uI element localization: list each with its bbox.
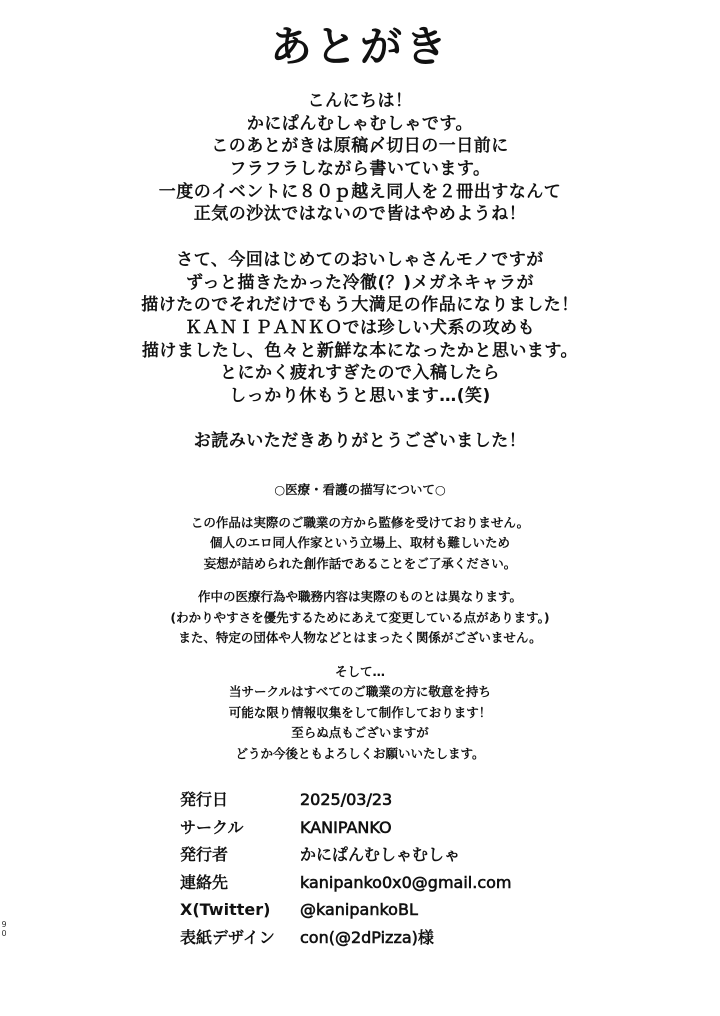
colophon-label: X(Twitter): [180, 900, 271, 919]
medical-notes: [0, 480, 720, 764]
colophon-value: かにぱんむしゃむしゃ: [300, 845, 461, 864]
page-title: あとがき: [269, 22, 450, 71]
page-number-digits: 90: [1, 920, 7, 938]
greeting-line: 一度のイベントに８０ｐ越え同人を２冊出すなんて: [158, 181, 562, 202]
notes-line: どうか今後ともよろしくお願いいたします。: [235, 745, 485, 761]
colophon-row: [180, 786, 600, 814]
page-number: [0, 920, 8, 938]
body-line: さて、今回はじめてのおいしゃさんモノですが: [176, 249, 544, 270]
colophon-row: [180, 924, 600, 952]
colophon-value: con(@2dPizza)様: [300, 927, 434, 947]
body-line: とにかく疲れすぎたので入稿したら: [220, 363, 500, 384]
afterword-body: [0, 90, 720, 453]
body-line: ずっと描きたかった冷徹(？)メガネキャラが: [185, 272, 535, 293]
colophon-row: [180, 869, 600, 897]
colophon-label: 発行日: [180, 790, 229, 809]
colophon-row: [180, 814, 600, 842]
greeting-line: フラフラしながら書いています。: [229, 159, 491, 180]
colophon-label: サークル: [180, 817, 244, 837]
notes-line: 個人のエロ同人作家という立場上、取材も難しいため: [209, 535, 510, 550]
body-line: 描けたのでそれだけでもう大満足の作品になりました！: [141, 295, 579, 316]
notes-line: この作品は実際のご職業の方から監修を受けておりません。: [190, 514, 530, 530]
notes-line: 可能な限り情報収集をして制作しております！: [228, 704, 492, 720]
notes-line: 妄想が詰められた創作話であることをご了承ください。: [203, 555, 517, 571]
thanks-line: お読みいただきありがとうございました！: [193, 431, 527, 452]
colophon: [180, 786, 600, 951]
notes-line: 当サークルはすべてのご職業の方に敬意を持ち: [229, 684, 491, 699]
greeting-line: このあとがきは原稿〆切日の一日前に: [211, 136, 509, 157]
greeting-line: 正気の沙汰ではないので皆はやめようね！: [193, 204, 527, 225]
colophon-row: [180, 896, 600, 924]
colophon-label: 表紙デザイン: [180, 927, 275, 947]
colophon-row: [180, 841, 600, 869]
body-line: しっかり休もうと思います…(笑): [229, 385, 491, 406]
greeting-line: こんにちは！: [307, 91, 413, 111]
notes-line: そして…: [334, 663, 385, 679]
colophon-value: KANIPANKO: [300, 817, 392, 837]
body-line: ＫＡＮＩＰＡＮＫＯでは珍しい犬系の攻めも: [185, 317, 535, 338]
notes-line: 至らぬ点もございますが: [291, 725, 429, 740]
colophon-value: 2025/03/23: [300, 790, 393, 809]
notes-heading: ○医療・看護の描写について○: [274, 482, 446, 497]
colophon-label: 連絡先: [180, 872, 229, 892]
notes-line: (わかりやすさを優先するためにあえて変更している点があります。): [170, 609, 550, 625]
notes-line: 作中の医療行為や職務内容は実際のものとは異なります。: [197, 589, 522, 604]
notes-line: また、特定の団体や人物などとはまったく関係がございません。: [178, 630, 542, 645]
colophon-value: kanipanko0x0@gmail.com: [300, 872, 512, 892]
colophon-value: @kanipankoBL: [300, 900, 418, 919]
colophon-label: 発行者: [180, 845, 229, 864]
greeting-line: かにぱんむしゃむしゃです。: [246, 113, 474, 134]
body-line: 描けましたし、色々と新鮮な本になったかと思います。: [141, 340, 579, 361]
